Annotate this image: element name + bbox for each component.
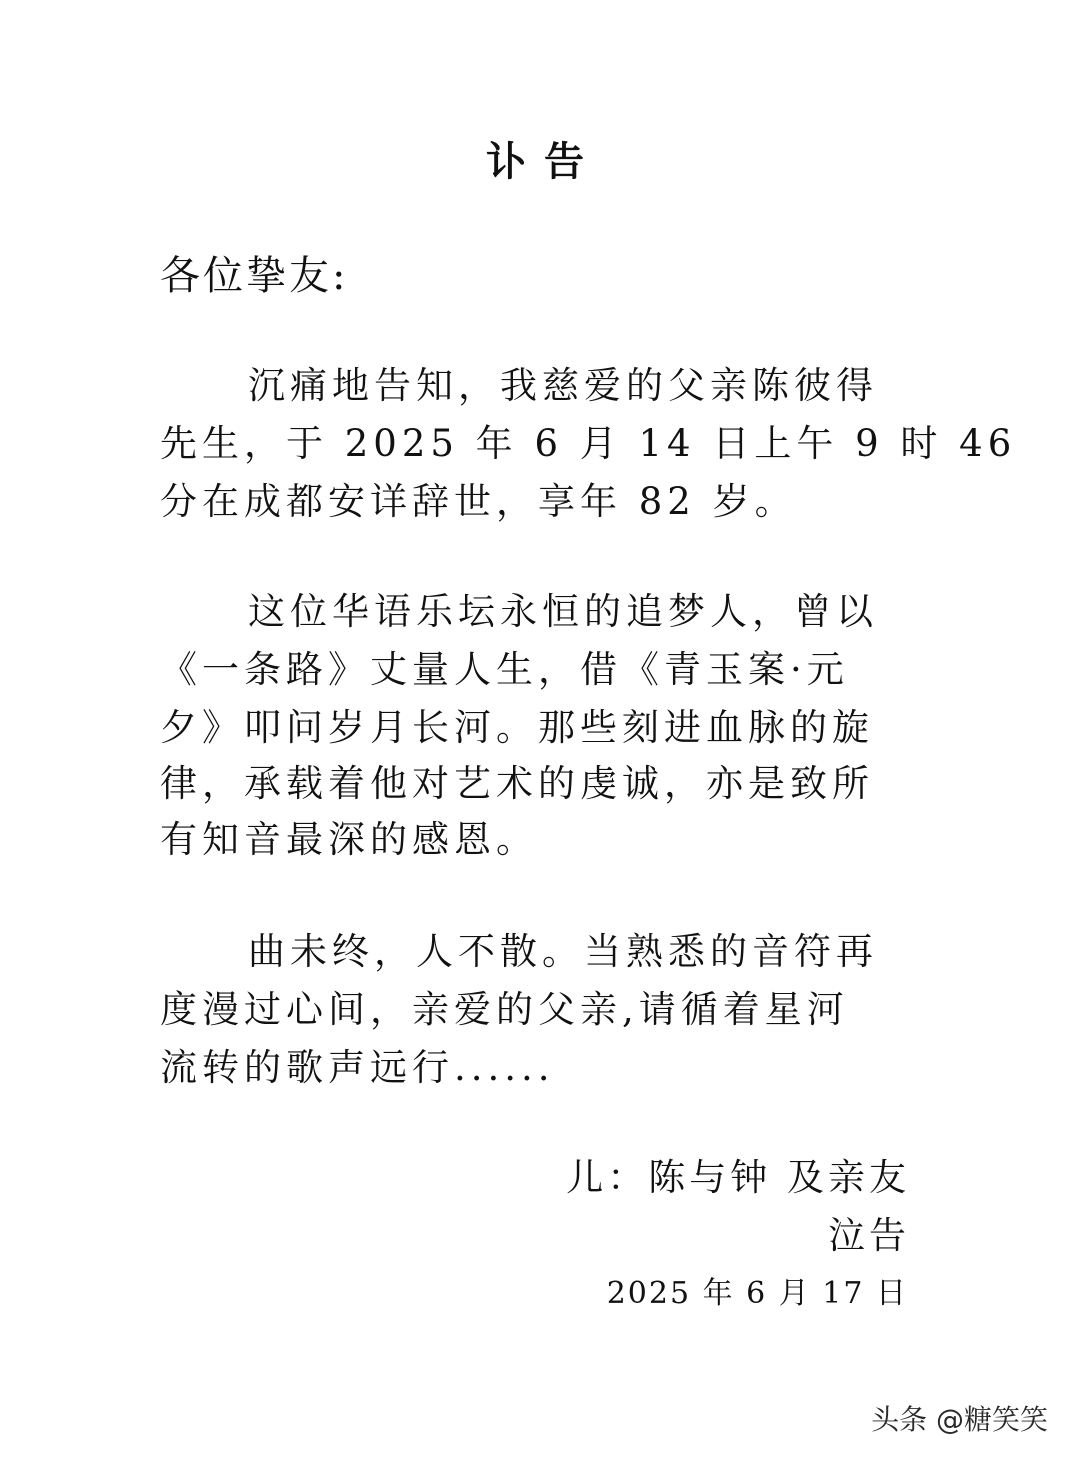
paragraph-3-line-3: 流转的歌声远行...... — [160, 1046, 555, 1089]
signature-line-2: 泣告 — [828, 1214, 910, 1257]
paragraph-3-line-1: 曲未终，人不散。当熟悉的音符再 — [248, 930, 878, 973]
paragraph-1-line-2: 先生，于 2025 年 6 月 14 日上午 9 时 46 — [160, 422, 1017, 465]
paragraph-2-line-5: 有知音最深的感恩。 — [160, 818, 538, 861]
paragraph-1-line-3: 分在成都安详辞世，享年 82 岁。 — [160, 480, 797, 523]
page-title: 讣 告 — [486, 139, 586, 185]
watermark: 头条 @糖笑笑 — [871, 1403, 1048, 1436]
notice-date: 2025 年 6 月 17 日 — [606, 1276, 908, 1311]
paragraph-2-line-1: 这位华语乐坛永恒的追梦人，曾以 — [248, 590, 878, 633]
paragraph-2-line-4: 律，承载着他对艺术的虔诚，亦是致所 — [160, 762, 874, 805]
paragraph-2-line-2: 《一条路》丈量人生，借《青玉案·元 — [160, 648, 849, 691]
signature-line-1: 儿：陈与钟 及亲友 — [566, 1156, 910, 1199]
paragraph-1-line-1: 沉痛地告知，我慈爱的父亲陈彼得 — [248, 364, 878, 407]
salutation: 各位挚友: — [160, 253, 349, 299]
paragraph-2-line-3: 夕》叩问岁月长河。那些刻进血脉的旋 — [160, 706, 874, 749]
paragraph-3-line-2: 度漫过心间，亲爱的父亲,请循着星河 — [160, 988, 849, 1031]
